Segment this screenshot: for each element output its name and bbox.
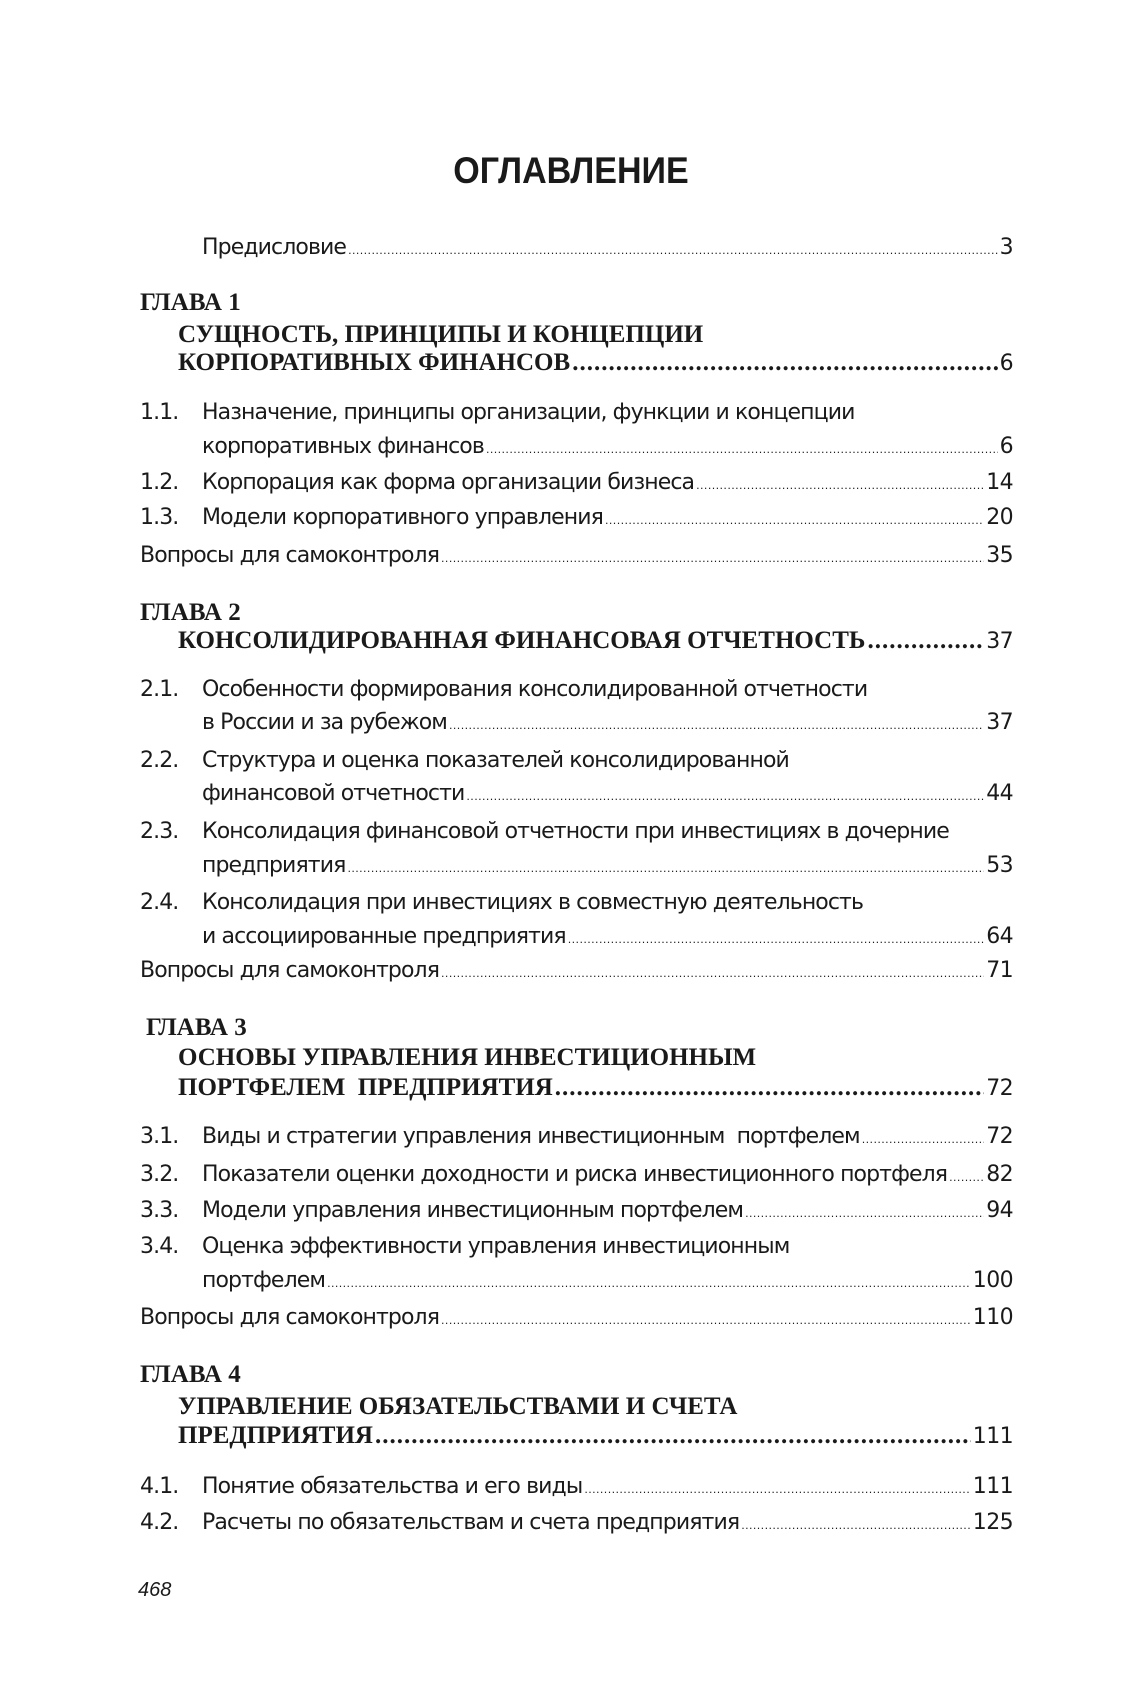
toc-entry-questions-1[interactable] bbox=[140, 541, 1013, 571]
dot-leader bbox=[862, 1122, 984, 1155]
dot-leader bbox=[867, 627, 984, 655]
section-number: 2.4. bbox=[140, 890, 179, 915]
toc-entry-text: Модели корпоративного управления bbox=[202, 505, 604, 530]
toc-entry-text: предприятия bbox=[202, 853, 346, 878]
dot-leader bbox=[696, 468, 984, 501]
toc-entry-2-4[interactable] bbox=[202, 922, 1013, 952]
chapter-title: УПРАВЛЕНИЕ ОБЯЗАТЕЛЬСТВАМИ И СЧЕТА bbox=[178, 1393, 738, 1420]
section-number: 3.4. bbox=[140, 1234, 179, 1259]
toc-entry-questions-2[interactable] bbox=[140, 956, 1013, 986]
toc-entry-3-3[interactable] bbox=[202, 1196, 1013, 1226]
page-title: ОГЛАВЛЕНИЕ bbox=[453, 150, 689, 191]
toc-entry-1-3[interactable] bbox=[202, 503, 1013, 533]
toc-page-number: 72 bbox=[986, 1124, 1013, 1149]
chapter-label: ГЛАВА 4 bbox=[140, 1361, 241, 1388]
toc-entry-4-2[interactable] bbox=[202, 1508, 1013, 1538]
toc-page-number: 3 bbox=[999, 235, 1013, 260]
section-number: 2.3. bbox=[140, 819, 179, 844]
toc-entry-text: и ассоциированные предприятия bbox=[202, 924, 566, 949]
toc-page-number: 71 bbox=[986, 958, 1013, 983]
chapter-title: КОНСОЛИДИРОВАННАЯ ФИНАНСОВАЯ ОТЧЕТНОСТЬ bbox=[178, 627, 866, 654]
toc-page-number: 110 bbox=[972, 1305, 1013, 1330]
toc-entry-2-2[interactable] bbox=[202, 779, 1013, 809]
chapter-label: ГЛАВА 3 bbox=[146, 1014, 247, 1041]
toc-entry-questions-3[interactable] bbox=[140, 1303, 1013, 1333]
toc-page-number: 6 bbox=[999, 351, 1013, 376]
toc-page-number: 72 bbox=[986, 1076, 1013, 1101]
dot-leader bbox=[949, 1160, 984, 1193]
section-number: 4.1. bbox=[140, 1474, 179, 1499]
toc-entry-text: Вопросы для самоконтроля bbox=[140, 543, 440, 568]
toc-entry-text: корпоративных финансов bbox=[202, 434, 484, 459]
toc-chapter-1[interactable] bbox=[178, 349, 1013, 383]
toc-page-number: 6 bbox=[999, 434, 1013, 459]
toc-entry-2-3[interactable] bbox=[202, 851, 1013, 881]
section-number: 1.2. bbox=[140, 470, 179, 495]
dot-leader bbox=[375, 1422, 971, 1450]
chapter-label: ГЛАВА 2 bbox=[140, 599, 241, 626]
chapter-label: ГЛАВА 1 bbox=[140, 289, 241, 316]
dot-leader bbox=[745, 1196, 984, 1229]
toc-entry-text: Оценка эффективности управления инвестиционным bbox=[202, 1234, 790, 1259]
chapter-title: ОСНОВЫ УПРАВЛЕНИЯ ИНВЕСТИЦИОННЫМ bbox=[178, 1044, 757, 1071]
toc-entry-4-1[interactable] bbox=[202, 1472, 1013, 1502]
toc-entry-text: Предисловие bbox=[202, 235, 347, 260]
toc-entry-3-4[interactable] bbox=[202, 1266, 1013, 1296]
toc-page-number: 20 bbox=[986, 505, 1013, 530]
chapter-title: КОРПОРАТИВНЫХ ФИНАНСОВ bbox=[178, 349, 571, 376]
toc-page-number: 37 bbox=[986, 629, 1013, 654]
toc-entry-text: портфелем bbox=[202, 1268, 326, 1293]
toc-entry-text: Корпорация как форма организации бизнеса bbox=[202, 470, 695, 495]
toc-entry-text: Консолидация финансовой отчетности при инвестициях в дочерние bbox=[202, 819, 949, 844]
toc-entry-text: в России и за рубежом bbox=[202, 710, 447, 735]
chapter-title: ПОРТФЕЛЕМ ПРЕДПРИЯТИЯ bbox=[178, 1074, 553, 1101]
chapter-title: ПРЕДПРИЯТИЯ bbox=[178, 1422, 373, 1449]
toc-entry-text: Понятие обязательства и его виды bbox=[202, 1474, 583, 1499]
toc-entry-text: Особенности формирования консолидированной отчетности bbox=[202, 677, 868, 702]
toc-entry-text: Модели управления инвестиционным портфелем bbox=[202, 1198, 744, 1223]
toc-page-number: 125 bbox=[972, 1510, 1013, 1535]
chapter-title: СУЩНОСТЬ, ПРИНЦИПЫ И КОНЦЕПЦИИ bbox=[178, 321, 704, 348]
dot-leader bbox=[466, 779, 984, 812]
section-number: 1.3. bbox=[140, 505, 179, 530]
dot-leader bbox=[584, 1472, 970, 1505]
toc-entry-3-1[interactable] bbox=[202, 1122, 1013, 1152]
section-number: 3.3. bbox=[140, 1198, 179, 1223]
toc-page-number: 94 bbox=[986, 1198, 1013, 1223]
toc-entry-text: Показатели оценки доходности и риска инвестиционного портфеля bbox=[202, 1162, 948, 1187]
dot-leader bbox=[486, 432, 998, 465]
toc-entry-text: Назначение, принципы организации, функции и концепции bbox=[202, 400, 855, 425]
toc-entry-text: Консолидация при инвестициях в совместную деятельность bbox=[202, 890, 864, 915]
dot-leader bbox=[605, 503, 984, 536]
toc-entry-text: Вопросы для самоконтроля bbox=[140, 958, 440, 983]
toc-entry-text: Структура и оценка показателей консолидированной bbox=[202, 748, 789, 773]
section-number: 4.2. bbox=[140, 1510, 179, 1535]
dot-leader bbox=[555, 1074, 984, 1102]
toc-page-number: 37 bbox=[986, 710, 1013, 735]
dot-leader bbox=[572, 349, 997, 377]
toc-page-number: 44 bbox=[986, 781, 1013, 806]
toc-page-number: 53 bbox=[986, 853, 1013, 878]
toc-page-number: 35 bbox=[986, 543, 1013, 568]
toc-entry-text: финансовой отчетности bbox=[202, 781, 465, 806]
dot-leader bbox=[449, 708, 984, 741]
toc-page-number: 100 bbox=[972, 1268, 1013, 1293]
toc-page-number: 64 bbox=[986, 924, 1013, 949]
section-number: 2.2. bbox=[140, 748, 179, 773]
toc-chapter-2[interactable] bbox=[178, 627, 1013, 661]
dot-leader bbox=[441, 541, 984, 574]
toc-entry-1-1[interactable] bbox=[202, 432, 1013, 462]
toc-page-number: 14 bbox=[986, 470, 1013, 495]
toc-entry-text: Вопросы для самоконтроля bbox=[140, 1305, 440, 1330]
toc-entry-2-1[interactable] bbox=[202, 708, 1013, 738]
dot-leader bbox=[347, 851, 984, 884]
dot-leader bbox=[568, 922, 984, 955]
dot-leader bbox=[441, 956, 984, 989]
section-number: 3.2. bbox=[140, 1162, 179, 1187]
dot-leader bbox=[327, 1266, 971, 1299]
section-number: 2.1. bbox=[140, 677, 179, 702]
dot-leader bbox=[348, 233, 998, 266]
toc-entry-1-2[interactable] bbox=[202, 468, 1013, 498]
section-number: 3.1. bbox=[140, 1124, 179, 1149]
dot-leader bbox=[741, 1508, 971, 1541]
dot-leader bbox=[441, 1303, 971, 1336]
toc-page-number: 82 bbox=[986, 1162, 1013, 1187]
toc-entry-text: Расчеты по обязательствам и счета предприятия bbox=[202, 1510, 740, 1535]
section-number: 1.1. bbox=[140, 400, 179, 425]
toc-entry-preface[interactable] bbox=[202, 233, 1013, 263]
toc-page-number: 111 bbox=[972, 1474, 1013, 1499]
toc-entry-3-2[interactable] bbox=[202, 1160, 1013, 1190]
page-number: 468 bbox=[138, 1579, 172, 1601]
toc-page-number: 111 bbox=[972, 1424, 1013, 1449]
toc-chapter-4[interactable] bbox=[178, 1422, 1013, 1456]
toc-chapter-3[interactable] bbox=[178, 1074, 1013, 1108]
toc-entry-text: Виды и стратегии управления инвестиционным портфелем bbox=[202, 1124, 860, 1149]
